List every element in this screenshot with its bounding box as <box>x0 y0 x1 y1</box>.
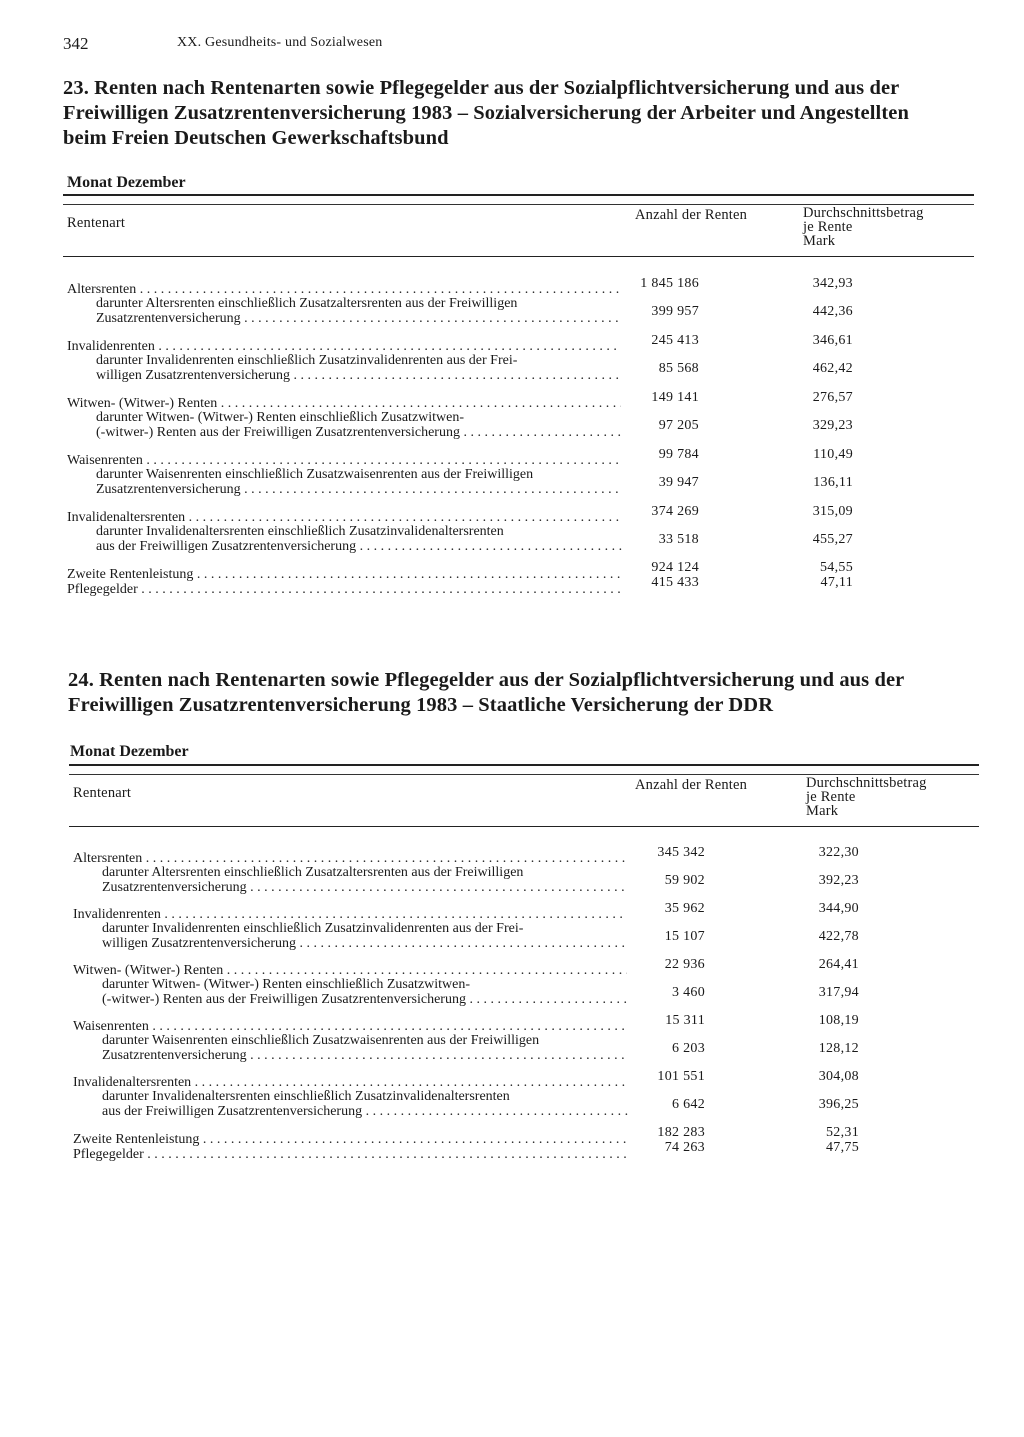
row-label: aus der Freiwilligen Zusatzrentenversicherung . . . <box>96 539 622 555</box>
average-cell: 346,61 <box>812 333 853 348</box>
month-subtitle: Monat Dezember <box>70 743 189 760</box>
title-line: 24. Renten nach Rentenarten sowie Pflegegelder aus der Sozialpflichtversicherung und aus der <box>68 669 905 691</box>
running-header <box>63 34 943 58</box>
table-row <box>63 368 974 384</box>
row-label: Altersrenten . . . <box>67 282 621 298</box>
count-cell: 399 957 <box>651 304 699 319</box>
row-label: willigen Zusatzrentenversicherung . . . <box>96 368 622 384</box>
count-cell: 3 460 <box>672 985 705 1000</box>
average-cell: 344,90 <box>818 901 859 916</box>
count-cell: 245 413 <box>651 333 699 348</box>
title-line: 23. Renten nach Rentenarten sowie Pflegegelder aus der Sozialpflichtversicherung und aus der <box>63 77 900 99</box>
row-label: Altersrenten . . . <box>73 851 627 867</box>
average-cell: 329,23 <box>812 418 853 433</box>
header-line: Mark <box>806 803 839 819</box>
count-cell: 149 141 <box>651 390 699 405</box>
row-label: darunter Waisenrenten einschließlich Zusatzwaisenrenten aus der Freiwilligen <box>96 467 534 482</box>
count-cell: 15 107 <box>664 929 705 944</box>
table-23-title <box>63 76 963 151</box>
average-cell: 422,78 <box>818 929 859 944</box>
count-cell: 59 902 <box>664 873 705 888</box>
table-row <box>63 539 974 555</box>
row-label: Zweite Rentenleistung . . . <box>73 1132 627 1148</box>
row-label: Zusatzrentenversicherung . . . <box>96 482 622 498</box>
row-label: darunter Invalidenrenten einschließlich Zusatzinvalidenrenten aus der Frei- <box>96 353 518 368</box>
count-cell: 99 784 <box>658 447 699 462</box>
row-label: (-witwer-) Renten aus der Freiwilligen Zusatzrentenversicherung . . . <box>96 425 622 441</box>
count-cell: 415 433 <box>651 575 699 590</box>
count-cell: 35 962 <box>664 901 705 916</box>
row-label: darunter Altersrenten einschließlich Zusatzaltersrenten aus der Freiwilligen <box>96 296 518 311</box>
average-cell: 136,11 <box>813 475 853 490</box>
average-cell: 322,30 <box>818 845 859 860</box>
row-label: Zusatzrentenversicherung . . . <box>102 1048 628 1064</box>
row-label: Invalidenaltersrenten . . . <box>73 1075 627 1091</box>
average-cell: 317,94 <box>818 985 859 1000</box>
count-cell: 924 124 <box>651 560 699 575</box>
header-line: je Rente <box>803 219 853 235</box>
average-cell: 128,12 <box>818 1041 859 1056</box>
average-cell: 462,42 <box>812 361 853 376</box>
row-label: Witwen- (Witwer-) Renten . . . <box>67 396 621 412</box>
column-header-rentenart: Rentenart <box>67 215 126 231</box>
average-cell: 264,41 <box>818 957 859 972</box>
count-cell: 33 518 <box>658 532 699 547</box>
count-cell: 6 642 <box>672 1097 705 1112</box>
chapter-title: XX. Gesundheits- und Sozialwesen <box>177 35 383 50</box>
average-cell: 108,19 <box>818 1013 859 1028</box>
count-cell: 97 205 <box>658 418 699 433</box>
row-label: Witwen- (Witwer-) Renten . . . <box>73 963 627 979</box>
row-label: Invalidenaltersrenten . . . <box>67 510 621 526</box>
average-cell: 52,31 <box>826 1125 859 1140</box>
row-label: darunter Witwen- (Witwer-) Renten einschließlich Zusatzwitwen- <box>102 977 471 992</box>
count-cell: 345 342 <box>657 845 705 860</box>
average-cell: 442,36 <box>812 304 853 319</box>
average-cell: 342,93 <box>812 276 853 291</box>
title-line: beim Freien Deutschen Gewerkschaftsbund <box>63 127 449 149</box>
title-line: Freiwilligen Zusatzrentenversicherung 1983 – Staatliche Versicherung der DDR <box>68 694 774 716</box>
row-label: darunter Invalidenaltersrenten einschließlich Zusatzinvalidenaltersrenten <box>96 524 504 539</box>
count-cell: 74 263 <box>664 1140 705 1155</box>
row-label: Pflegegelder . . . <box>67 582 621 598</box>
average-cell: 392,23 <box>818 873 859 888</box>
column-header-count: Anzahl der Renten <box>635 777 748 793</box>
row-label: aus der Freiwilligen Zusatzrentenversicherung . . . <box>102 1104 628 1120</box>
title-line: Freiwilligen Zusatzrentenversicherung 1983 – Sozialversicherung der Arbeiter und Angestellten <box>63 102 909 124</box>
row-label: darunter Witwen- (Witwer-) Renten einschließlich Zusatzwitwen- <box>96 410 465 425</box>
count-cell: 182 283 <box>657 1125 705 1140</box>
table-row <box>69 1048 979 1064</box>
count-cell: 22 936 <box>664 957 705 972</box>
column-header-average <box>806 776 976 818</box>
header-line: Durchschnittsbetrag <box>803 205 924 221</box>
average-cell: 315,09 <box>812 504 853 519</box>
row-label: Zusatzrentenversicherung . . . <box>96 311 622 327</box>
average-cell: 47,75 <box>826 1140 859 1155</box>
average-cell: 47,11 <box>820 575 853 590</box>
count-cell: 1 845 186 <box>640 276 699 291</box>
month-subtitle: Monat Dezember <box>67 174 186 191</box>
average-cell: 54,55 <box>820 560 853 575</box>
row-label: willigen Zusatzrentenversicherung . . . <box>102 936 628 952</box>
table-row <box>69 1104 979 1120</box>
row-label: Waisenrenten . . . <box>67 453 621 469</box>
table-row <box>69 880 979 896</box>
table-row <box>63 311 974 327</box>
count-cell: 15 311 <box>665 1013 705 1028</box>
count-cell: 39 947 <box>658 475 699 490</box>
row-label: darunter Waisenrenten einschließlich Zusatzwaisenrenten aus der Freiwilligen <box>102 1033 540 1048</box>
header-line: Durchschnittsbetrag <box>806 775 927 791</box>
count-cell: 101 551 <box>657 1069 705 1084</box>
table-24-title <box>68 668 968 718</box>
table-row <box>63 582 974 598</box>
average-cell: 276,57 <box>812 390 853 405</box>
table-row <box>63 425 974 441</box>
count-cell: 85 568 <box>658 361 699 376</box>
row-label: darunter Altersrenten einschließlich Zusatzaltersrenten aus der Freiwilligen <box>102 865 524 880</box>
header-line: je Rente <box>806 789 856 805</box>
column-header-count: Anzahl der Renten <box>635 207 748 223</box>
row-label: Zweite Rentenleistung . . . <box>67 567 621 583</box>
count-cell: 374 269 <box>651 504 699 519</box>
table-row <box>69 936 979 952</box>
table-row <box>69 1147 979 1163</box>
row-label: Waisenrenten . . . <box>73 1019 627 1035</box>
table-top-rule <box>63 194 974 196</box>
average-cell: 110,49 <box>813 447 853 462</box>
row-label: darunter Invalidenaltersrenten einschließlich Zusatzinvalidenaltersrenten <box>102 1089 510 1104</box>
table-header-bottom-rule <box>69 826 979 827</box>
row-label: darunter Invalidenrenten einschließlich Zusatzinvalidenrenten aus der Frei- <box>102 921 524 936</box>
row-label: Invalidenrenten . . . <box>73 907 627 923</box>
header-line: Mark <box>803 233 836 249</box>
count-cell: 6 203 <box>672 1041 705 1056</box>
average-cell: 304,08 <box>818 1069 859 1084</box>
table-row <box>69 992 979 1008</box>
row-label: (-witwer-) Renten aus der Freiwilligen Zusatzrentenversicherung . . . <box>102 992 628 1008</box>
row-label: Pflegegelder . . . <box>73 1147 627 1163</box>
table-header-bottom-rule <box>63 256 974 257</box>
table-top-rule <box>69 764 979 766</box>
row-label: Zusatzrentenversicherung . . . <box>102 880 628 896</box>
column-header-rentenart: Rentenart <box>73 785 132 801</box>
average-cell: 396,25 <box>818 1097 859 1112</box>
table-row <box>63 482 974 498</box>
average-cell: 455,27 <box>812 532 853 547</box>
column-header-average <box>803 206 973 248</box>
page-number: 342 <box>63 34 89 53</box>
row-label: Invalidenrenten . . . <box>67 339 621 355</box>
